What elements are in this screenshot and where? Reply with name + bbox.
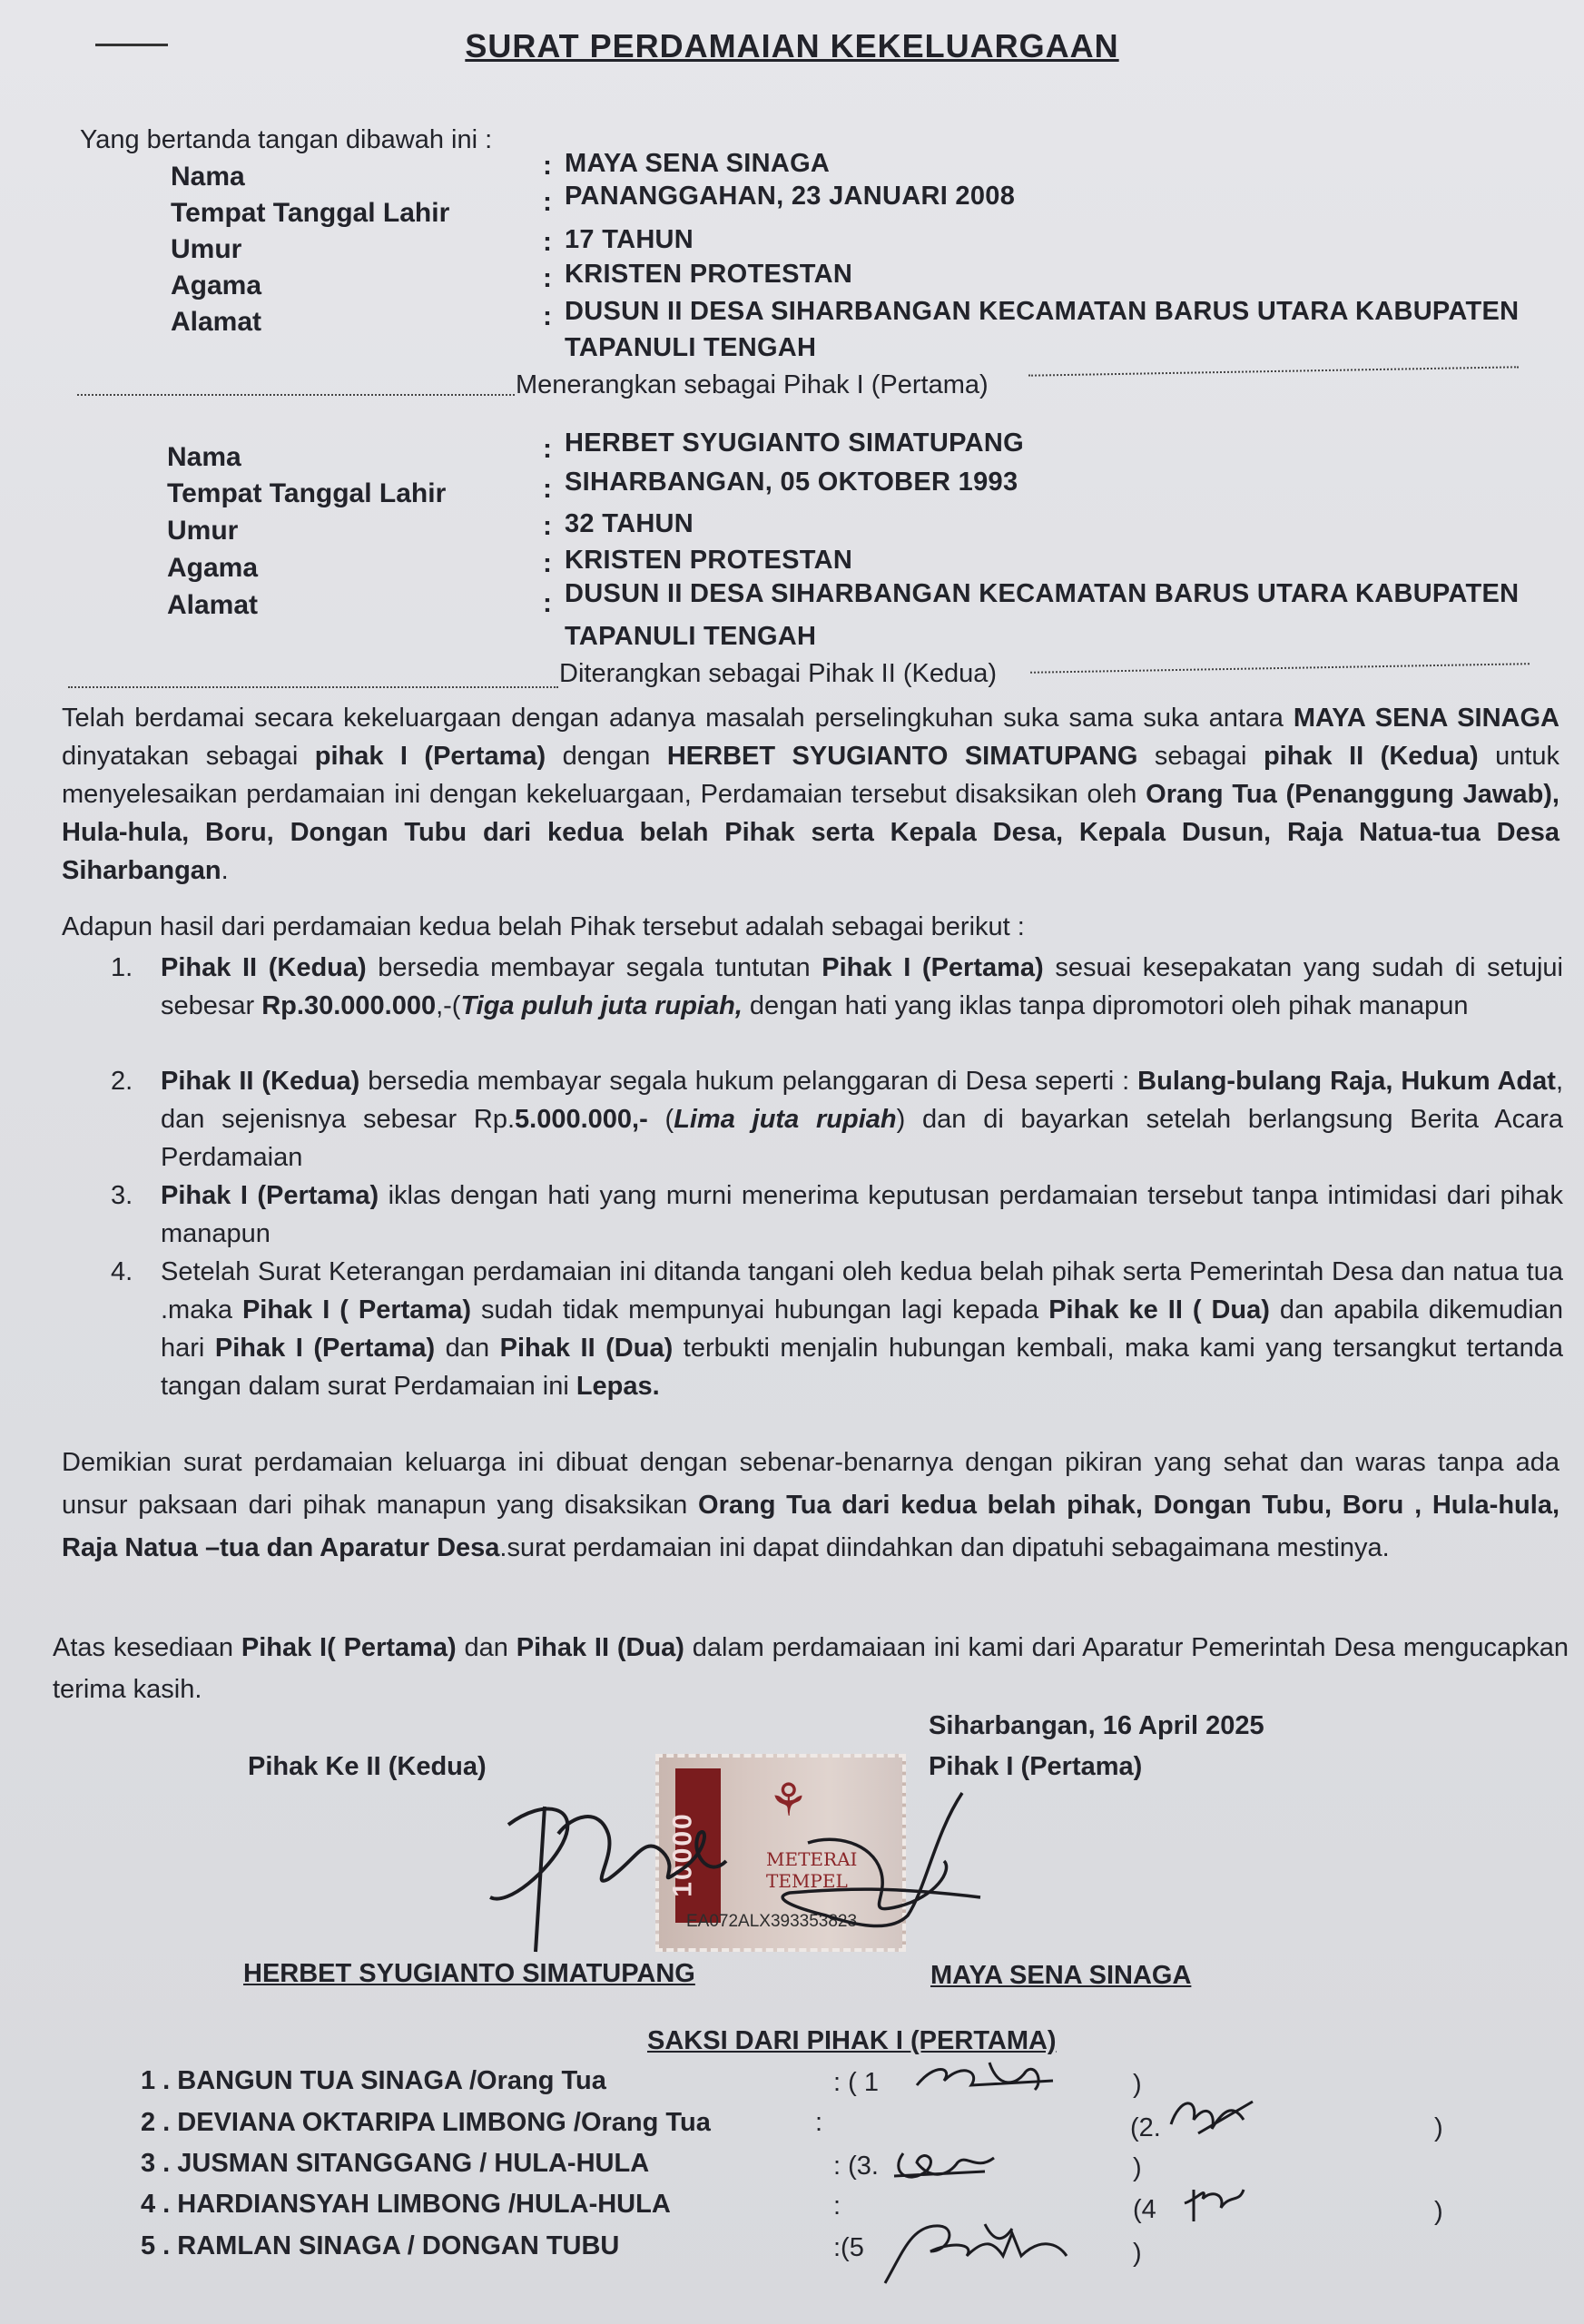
- i1-b: bersedia membayar segala tuntutan: [366, 953, 822, 982]
- document-title: SURAT PERDAMAIAN KEKELUARGAAN: [465, 27, 1119, 64]
- witness-1-close: ): [1133, 2070, 1142, 2099]
- i2-amount-words: Lima juta rupiah: [674, 1105, 897, 1134]
- i2-d: , dan sejenisnya sebesar Rp.: [161, 1067, 1563, 1134]
- party2-role: Diterangkan sebagai Pihak II (Kedua): [559, 659, 998, 688]
- p3-b: Orang Tua dari kedua belah pihak, Dongan Tubu, Boru , Hula-hula, Raja Natua –tua dan Aparatur Desa: [62, 1491, 1560, 1562]
- witness-3-name: 3 . JUSMAN SITANGGANG / HULA-HULA: [141, 2149, 650, 2178]
- paragraph-results-intro: Adapun hasil dari perdamaian kedua belah Pihak tersebut adalah sebagai berikut :: [62, 912, 1025, 941]
- party2-umur-label: Umur: [167, 516, 239, 546]
- party1-alamat-colon: :: [543, 301, 552, 331]
- party1-nama-colon: :: [543, 151, 552, 181]
- p1-party1-name: MAYA SENA SINAGA: [1293, 704, 1559, 733]
- party2-umur-colon: :: [543, 511, 552, 541]
- witness-1-signature: [908, 2053, 1071, 2099]
- party2-agama-label: Agama: [167, 553, 259, 583]
- i4-i: terbukti menjalin hubungan kembali, maka kami yang tersangkut tertanda tangan dalam surat Perdamaian ini: [161, 1334, 1564, 1401]
- stamp-value: 10000: [667, 1812, 698, 1897]
- i2-b: bersedia membayar segala hukum pelanggaran di Desa seperti :: [359, 1067, 1138, 1096]
- p1-period: .: [221, 856, 229, 885]
- i4-g: dan: [435, 1334, 500, 1363]
- party1-agama-value: KRISTEN PROTESTAN: [565, 260, 853, 289]
- p4-d: Pihak II (Dua): [516, 1633, 684, 1662]
- i1-amount: Rp.30.000.000: [261, 991, 437, 1020]
- witness-4-signature: [1180, 2181, 1253, 2226]
- party1-ttl-value: PANANGGAHAN, 23 JANUARI 2008: [565, 182, 1016, 211]
- i4-b: Pihak I ( Pertama): [241, 1295, 472, 1324]
- i1-amount-words: Tiga puluh juta rupiah,: [460, 991, 743, 1020]
- item-4-text: [161, 1253, 1563, 1405]
- party1-alamat-line1: DUSUN II DESA SIHARBANGAN KECAMATAN BARUS UTARA KABUPATEN: [565, 297, 1520, 326]
- right-party-label: Pihak I (Pertama): [929, 1752, 1143, 1781]
- witness-1-colon: : ( 1: [833, 2068, 879, 2097]
- p1-party2-name: HERBET SYUGIANTO SIMATUPANG: [666, 742, 1138, 771]
- stamp-code: EA072ALX393353823: [686, 1912, 858, 1931]
- p4-c: dan: [456, 1633, 517, 1662]
- p1-text-g: sebagai: [1137, 742, 1264, 771]
- party1-ttl-colon: :: [543, 187, 552, 217]
- party2-alamat-line2: TAPANULI TENGAH: [565, 622, 817, 651]
- party2-dotted-right: [1030, 663, 1530, 674]
- witness-3-colon: : (3.: [833, 2152, 879, 2181]
- left-signer-name: HERBET SYUGIANTO SIMATUPANG: [243, 1959, 695, 1988]
- party2-nama-label: Nama: [167, 442, 241, 472]
- witness-4-open: (4: [1133, 2195, 1156, 2224]
- paragraph-closing: [62, 1442, 1559, 1570]
- party1-role: Menerangkan sebagai Pihak I (Pertama): [516, 370, 989, 399]
- party1-agama-label: Agama: [171, 271, 262, 300]
- party2-umur-value: 32 TAHUN: [565, 509, 694, 538]
- party2-agama-value: KRISTEN PROTESTAN: [565, 546, 853, 575]
- witness-2-signature: [1162, 2088, 1262, 2142]
- party2-alamat-colon: :: [543, 588, 552, 618]
- witness-5-close: ): [1133, 2239, 1142, 2268]
- paragraph-opening: [62, 699, 1559, 890]
- item-4-number: 4.: [111, 1257, 133, 1286]
- party1-alamat-label: Alamat: [171, 307, 262, 337]
- party1-dotted-left: [77, 394, 515, 396]
- party2-nama-value: HERBET SYUGIANTO SIMATUPANG: [565, 428, 1024, 458]
- i1-h: dengan hati yang iklas tanpa dipromotori oleh pihak manapun: [742, 991, 1469, 1020]
- i4-e: dan apabila dikemudian hari: [161, 1295, 1564, 1363]
- party2-agama-colon: :: [543, 548, 552, 578]
- right-signature: [753, 1788, 1044, 1943]
- party1-ttl-label: Tempat Tanggal Lahir: [171, 198, 450, 228]
- party2-alamat-line1: DUSUN II DESA SIHARBANGAN KECAMATAN BARUS UTARA KABUPATEN: [565, 579, 1520, 608]
- party1-umur-colon: :: [543, 227, 552, 257]
- i2-c: Bulang-bulang Raja, Hukum Adat: [1137, 1067, 1556, 1096]
- witness-4-close: ): [1434, 2197, 1443, 2226]
- party2-ttl-label: Tempat Tanggal Lahir: [167, 478, 447, 508]
- i1-d: sesuai kesepakatan yang sudah di setujui sebesar: [161, 953, 1563, 1020]
- witness-5-signature: [876, 2215, 1094, 2288]
- party1-nama-label: Nama: [171, 162, 245, 192]
- witness-4-colon: :: [833, 2191, 841, 2221]
- witness-2-colon: :: [815, 2108, 823, 2137]
- witness-5-colon: :(5: [833, 2233, 864, 2262]
- party1-alamat-line2: TAPANULI TENGAH: [565, 333, 817, 362]
- witness-1-name: 1 . BANGUN TUA SINAGA /Orang Tua: [141, 2066, 606, 2095]
- garuda-emblem-icon: ⚘: [768, 1775, 809, 1826]
- item-1-text: [161, 949, 1563, 1025]
- i4-lepas: Lepas.: [576, 1372, 660, 1401]
- i2-h: ) dan di bayarkan setelah berlangsung Berita Acara Perdamaian: [161, 1105, 1563, 1172]
- item-3-number: 3.: [111, 1181, 133, 1210]
- party2-ttl-colon: :: [543, 474, 552, 504]
- p1-party1-role: pihak I (Pertama): [314, 742, 546, 771]
- party1-dotted-right: [1028, 366, 1519, 376]
- p1-text-i: untuk menyelesaikan perdamaian ini dengan kekeluargaan, Perdamaian tersebut disaksikan oleh: [62, 742, 1560, 809]
- party1-agama-colon: :: [543, 263, 552, 293]
- p3-a: Demikian surat perdamaian keluarga ini dibuat dengan sebenar-benarnya dengan pikiran yang sehat dan waras tanpa ada unsur paksaan dari pihak manapun yang disaksikan: [62, 1448, 1559, 1520]
- stamp-text: METERAI TEMPEL: [766, 1848, 858, 1892]
- party1-umur-value: 17 TAHUN: [565, 225, 694, 254]
- party2-dotted-left: [68, 686, 558, 688]
- i1-a: Pihak II (Kedua): [161, 953, 367, 982]
- i4-c: sudah tidak mempunyai hubungan lagi kepada: [471, 1295, 1049, 1324]
- witness-2-open: (2.: [1130, 2113, 1161, 2142]
- p4-e: dalam perdamaiaan ini kami dari Aparatur Pemerintah Desa mengucapkan terima kasih.: [53, 1633, 1569, 1704]
- i4-d: Pihak ke II ( Dua): [1048, 1295, 1270, 1324]
- witness-3-close: ): [1133, 2153, 1142, 2182]
- i1-c: Pihak I (Pertama): [822, 953, 1044, 982]
- i3-b: iklas dengan hati yang murni menerima keputusan perdamaian tersebut tanpa intimidasi dari pihak manapun: [161, 1181, 1563, 1248]
- p1-witnesses: Orang Tua (Penanggung Jawab), Hula-hula, Boru, Dongan Tubu dari kedua belah Pihak serta Kepala Desa, Kepala Dusun, Raja Natua-tua Desa Siharbangan: [62, 780, 1559, 885]
- p4-b: Pihak I( Pertama): [241, 1633, 457, 1662]
- place-date: Siharbangan, 16 April 2025: [929, 1711, 1264, 1740]
- item-3-text: [161, 1177, 1563, 1253]
- party1-nama-value: MAYA SENA SINAGA: [565, 149, 831, 178]
- left-party-label: Pihak Ke II (Kedua): [248, 1752, 487, 1781]
- i2-f: (: [647, 1105, 674, 1134]
- witness-5-name: 5 . RAMLAN SINAGA / DONGAN TUBU: [141, 2231, 620, 2260]
- item-2-number: 2.: [111, 1067, 133, 1096]
- i4-h: Pihak II (Dua): [499, 1334, 674, 1363]
- party2-alamat-label: Alamat: [167, 590, 259, 620]
- p3-c: .surat perdamaian ini dapat diindahkan dan dipatuhi sebagaimana mestinya.: [499, 1533, 1390, 1562]
- i4-f: Pihak I (Pertama): [214, 1334, 436, 1363]
- party2-nama-colon: :: [543, 434, 552, 464]
- witness-4-name: 4 . HARDIANSYAH LIMBONG /HULA-HULA: [141, 2190, 671, 2219]
- witness-2-close: ): [1434, 2113, 1443, 2142]
- party1-umur-label: Umur: [171, 234, 242, 264]
- party2-ttl-value: SIHARBANGAN, 05 OKTOBER 1993: [565, 468, 1018, 497]
- right-signer-name: MAYA SENA SINAGA: [930, 1961, 1192, 1990]
- witness-3-signature: [885, 2135, 1003, 2190]
- intro-text: Yang bertanda tangan dibawah ini :: [80, 125, 493, 154]
- item-1-number: 1.: [111, 953, 133, 982]
- witness-title: SAKSI DARI PIHAK I (PERTAMA): [647, 2026, 1057, 2055]
- i1-f: ,-(: [436, 991, 461, 1020]
- p1-text-e: dengan: [546, 742, 667, 771]
- p4-a: Atas kesediaan: [53, 1633, 241, 1662]
- paragraph-thanks: [53, 1627, 1569, 1710]
- i2-amount: 5.000.000,-: [515, 1105, 648, 1134]
- i2-a: Pihak II (Kedua): [161, 1067, 360, 1096]
- witness-2-name: 2 . DEVIANA OKTARIPA LIMBONG /Orang Tua: [141, 2108, 711, 2137]
- item-2-text: [161, 1062, 1563, 1177]
- p1-text-a: Telah berdamai secara kekeluargaan dengan adanya masalah perselingkuhan suka sama suka antara: [62, 704, 1294, 733]
- i3-a: Pihak I (Pertama): [161, 1181, 379, 1210]
- i4-a: Setelah Surat Keterangan perdamaian ini ditanda tangani oleh kedua belah pihak serta Pemerintah Desa dan natua tua .maka: [161, 1257, 1563, 1324]
- p1-party2-role: pihak II (Kedua): [1263, 742, 1479, 771]
- p1-text-c: dinyatakan sebagai: [62, 742, 315, 771]
